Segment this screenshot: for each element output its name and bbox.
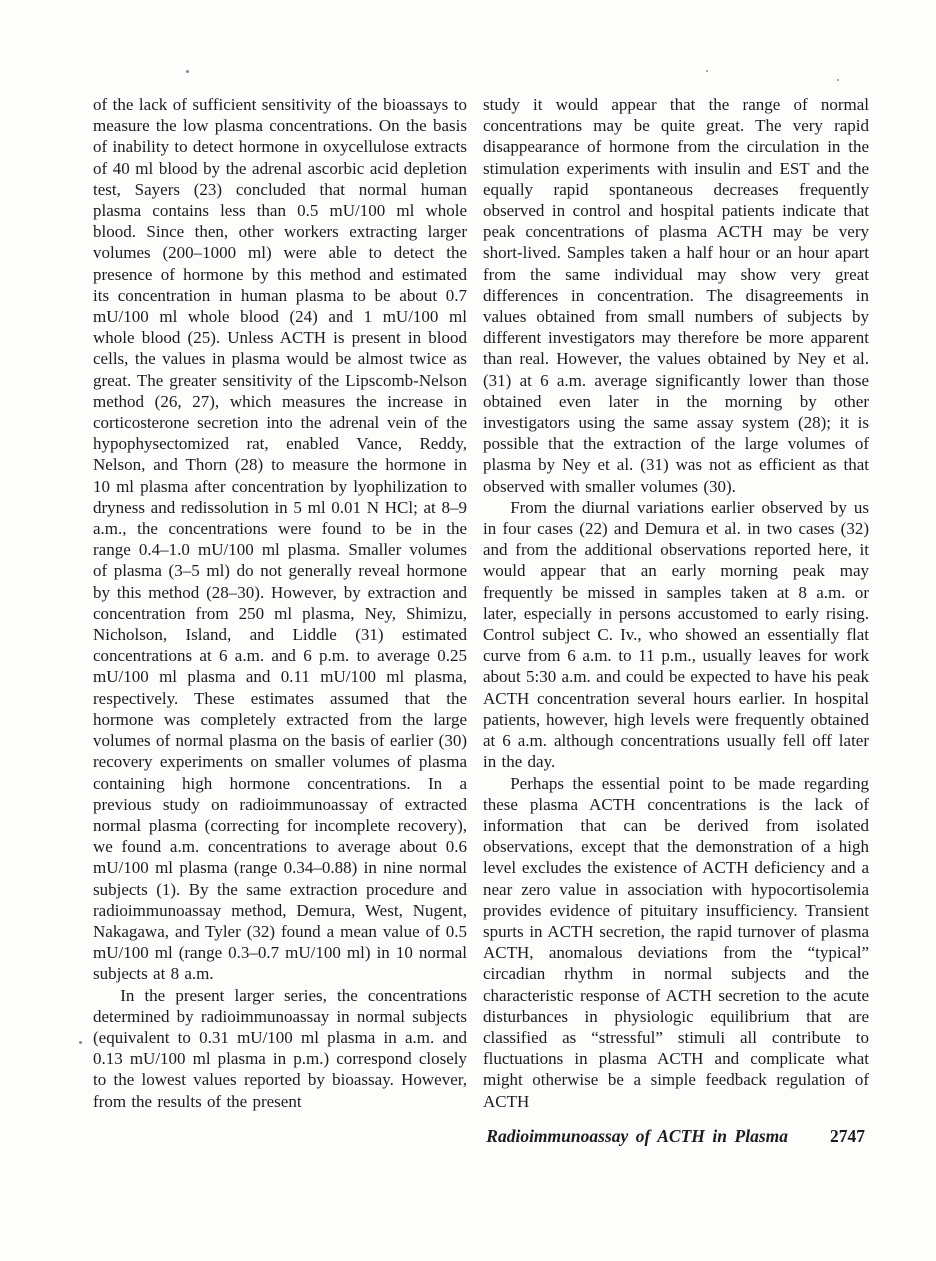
paragraph: of the lack of sufficient sensitivity of the bioassays to measure the low plasma concentrations. On the basis of inability to detect hormone in oxycellulose extracts of 40 ml blood by the adrenal ascorbic acid depletion test, Sayers (23) concluded that normal human plasma contains less than 0.5 mU/100 ml whole blood. Since then, other workers extracting larger volumes (200–1000 ml) were able to detect the presence of hormone by this method and estimated its concentration in human plasma to be about 0.7 mU/100 ml whole blood (24) and 1 mU/100 ml whole blood (25). Unless ACTH is present in blood cells, the values in plasma would be almost twice as great. The greater sensitivity of the Lipscomb-Nelson method (26, 27), which measures the increase in corticosterone secretion into the adrenal vein of the hypophysectomized rat, enabled Vance, Reddy, Nelson, and Thorn (28) to measure the hormone in 10 ml plasma after concentration by lyophilization to dryness and redissolution in 5 ml 0.01 N HCl; at 8–9 a.m., the concentrations were found to be in the range 0.4–1.0 mU/100 ml plasma. Smaller volumes of plasma (3–5 ml) do not generally reveal hormone by this method (28–30). However, by extraction and concentration from 250 ml plasma, Ney, Shimizu, Nicholson, Island, and Liddle (31) estimated concentrations at 6 a.m. and 6 p.m. to average 0.25 mU/100 ml plasma and 0.11 mU/100 ml plasma, respectively. These estimates assumed that the hormone was completely extracted from the large volumes of normal plasma on the basis of earlier (30) recovery experiments on smaller volumes of plasma containing high hormone concentrations. In a previous study on radioimmunoassay of extracted normal plasma (correcting for incomplete recovery), we found a.m. concentrations to average about 0.6 mU/100 ml plasma (range 0.34–0.88) in nine normal subjects (1). By the same extraction procedure and radioimmunoassay method, Demura, West, Nugent, Nakagawa, and Tyler (32) found a mean value of 0.5 mU/100 ml (range 0.3–0.7 mU/100 ml) in 10 normal subjects at 8 a.m. (93, 95, 467, 984)
scan-speck (706, 70, 708, 72)
scan-speck (186, 70, 189, 73)
scan-speck (79, 1041, 82, 1044)
scan-speck (837, 79, 839, 81)
page-footer (479, 1126, 865, 1147)
text-columns (93, 94, 869, 1112)
paragraph: In the present larger series, the concentrations determined by radioimmunoassay in normal subjects (equivalent to 0.31 mU/100 ml plasma in a.m. and 0.13 mU/100 ml plasma in p.m.) correspond closely to the lowest values reported by bioassay. However, from the results of the present (93, 985, 467, 1111)
left-column (93, 94, 467, 1112)
right-column (483, 94, 869, 1112)
running-title: Radioimmunoassay of ACTH in Plasma (486, 1126, 788, 1146)
page-number: 2747 (830, 1126, 865, 1146)
paragraph: study it would appear that the range of normal concentrations may be quite great. The very rapid disappearance of hormone from the circulation in the stimulation experiments with insulin and EST and the equally rapid spontaneous decreases frequently observed in control and hospital patients indicate that peak concentrations of plasma ACTH may be very short-lived. Samples taken a half hour or an hour apart from the same individual may show very great differences in concentration. The disagreements in values obtained from small numbers of subjects by different investigators may therefore be more apparent than real. However, the values obtained by Ney et al. (31) at 6 a.m. average significantly lower than those obtained even later in the morning by other investigators using the same assay system (28); it is possible that the extraction of the large volumes of plasma by Ney et al. (31) was not as efficient as that observed with smaller volumes (30). (483, 95, 869, 496)
paragraph: Perhaps the essential point to be made regarding these plasma ACTH concentrations is the lack of information that can be derived from isolated observations, except that the demonstration of a high level excludes the existence of ACTH deficiency and a near zero value in association with hypocortisolemia provides evidence of pituitary insufficiency. Transient spurts in ACTH secretion, the rapid turnover of plasma ACTH, anomalous deviations from the “typical” circadian rhythm in normal subjects and the characteristic response of ACTH secretion to the acute disturbances in physiologic equilibrium that are classified as “stressful” stimuli all contribute to fluctuations in plasma ACTH and complicate what might otherwise be a simple feedback regulation of ACTH (483, 773, 869, 1111)
paragraph: From the diurnal variations earlier observed by us in four cases (22) and Demura et al. in two cases (32) and from the additional observations reported here, it would appear that an early morning peak may frequently be missed in samples taken at 8 a.m. or later, especially in persons accustomed to early rising. Control subject C. Iv., who showed an essentially flat curve from 6 a.m. to 11 p.m., usually leaves for work about 5:30 a.m. and could be expected to have his peak ACTH concentration several hours earlier. In hospital patients, however, high levels were frequently obtained at 6 a.m. although concentrations usually fell off later in the day. (483, 497, 869, 772)
